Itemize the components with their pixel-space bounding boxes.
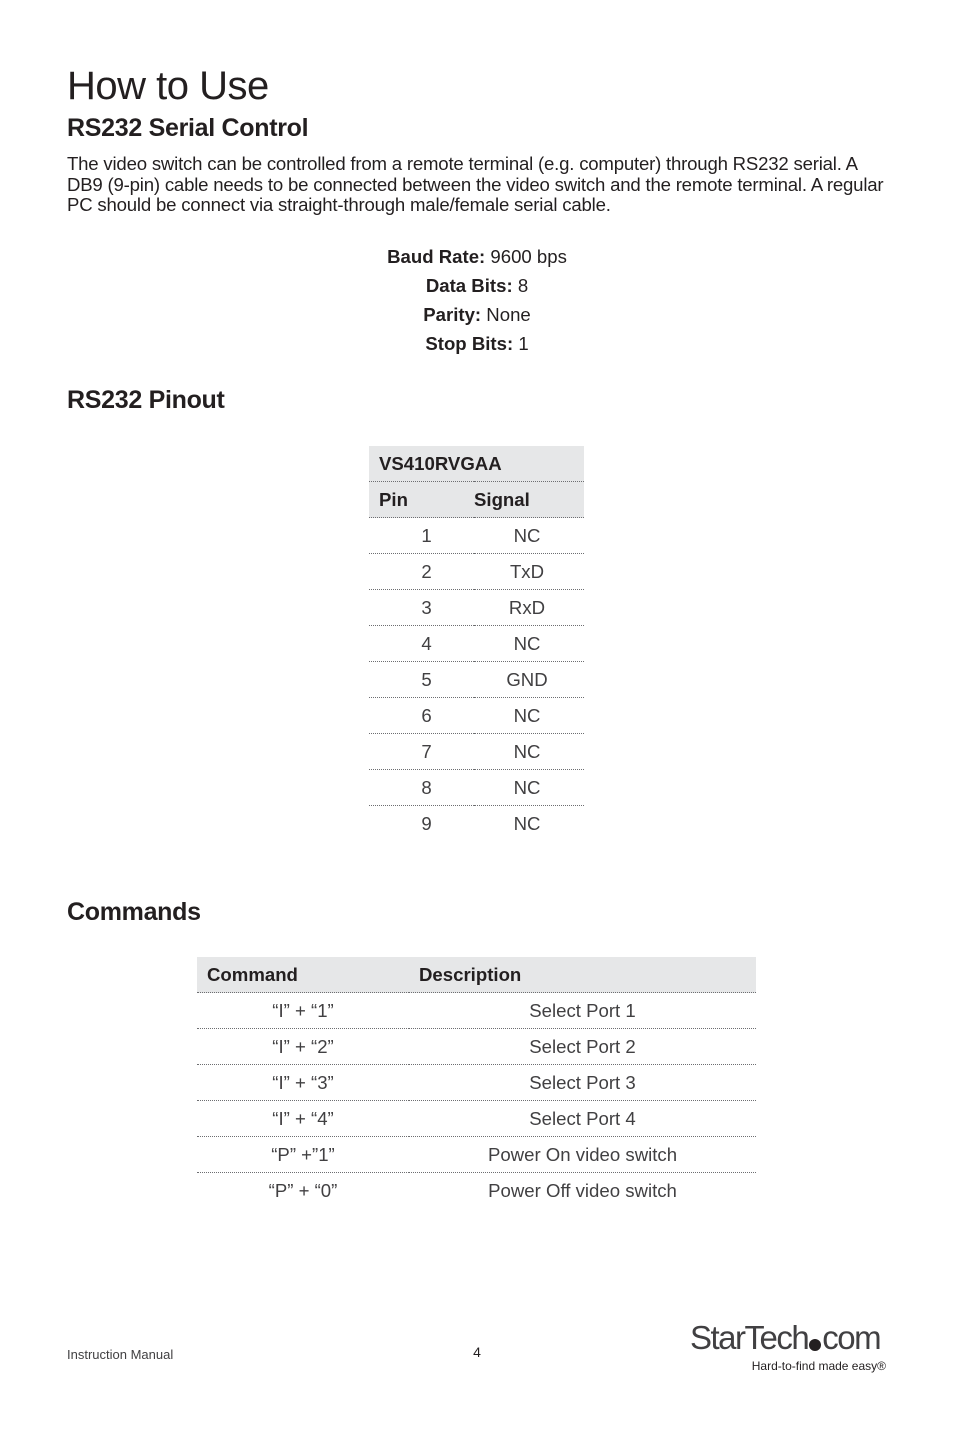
pin-cell: 5 — [369, 662, 474, 698]
serial-control-paragraph: The video switch can be controlled from a remote terminal (e.g. computer) through RS232 serial. A DB9 (9-pin) cable needs to be connected between the video switch and the remote terminal. A regular PC should be connect via straight-through male/female serial cable. — [67, 153, 884, 215]
pinout-column-headers — [369, 482, 584, 518]
command-cell: “I” + “2” — [197, 1029, 409, 1065]
logo-brand-right: com — [822, 1319, 881, 1356]
pinout-heading: RS232 Pinout — [67, 386, 225, 414]
setting-value: 9600 bps — [490, 246, 567, 267]
signal-cell: NC — [474, 626, 584, 662]
logo-tagline: Hard-to-find made easy® — [751, 1359, 886, 1373]
page-number: 4 — [473, 1344, 481, 1360]
table-row — [197, 1065, 756, 1101]
table-row — [369, 626, 584, 662]
pin-cell: 6 — [369, 698, 474, 734]
table-row — [369, 590, 584, 626]
pin-cell: 1 — [369, 518, 474, 554]
commands-table — [197, 957, 756, 1208]
pinout-model: VS410RVGAA — [369, 446, 584, 482]
pin-cell: 8 — [369, 770, 474, 806]
table-row — [369, 518, 584, 554]
signal-cell: NC — [474, 698, 584, 734]
setting-label: Stop Bits: — [425, 333, 514, 354]
signal-cell: NC — [474, 734, 584, 770]
command-cell: “P” +”1” — [197, 1137, 409, 1173]
description-cell: Select Port 2 — [409, 1029, 756, 1065]
command-cell: “I” + “3” — [197, 1065, 409, 1101]
logo-brand-left: StarTech — [690, 1319, 809, 1356]
table-row — [369, 734, 584, 770]
commands-heading: Commands — [67, 898, 201, 926]
command-cell: “P” + “0” — [268, 1179, 338, 1201]
page-title: How to Use — [67, 64, 269, 108]
commands-col-command: Command — [197, 957, 409, 993]
pin-cell: 7 — [369, 734, 474, 770]
description-cell: Power On video switch — [409, 1137, 756, 1173]
table-row — [197, 1101, 756, 1137]
pin-cell: 4 — [369, 626, 474, 662]
description-cell: Power Off video switch — [488, 1179, 677, 1201]
command-cell: “I” + “4” — [197, 1101, 409, 1137]
table-row — [369, 698, 584, 734]
pinout-table — [369, 446, 584, 841]
signal-cell: RxD — [474, 590, 584, 626]
table-row — [369, 770, 584, 806]
setting-baud-rate — [0, 242, 954, 271]
signal-cell: TxD — [474, 554, 584, 590]
serial-settings — [0, 242, 954, 358]
pin-cell: 2 — [369, 554, 474, 590]
pin-cell: 3 — [369, 590, 474, 626]
logo-wordmark — [690, 1318, 880, 1358]
setting-label: Data Bits: — [425, 275, 513, 296]
table-row — [197, 1029, 756, 1065]
table-row — [369, 662, 584, 698]
setting-label: Parity: — [423, 304, 482, 325]
pinout-col-signal: Signal — [474, 482, 584, 518]
signal-cell: GND — [474, 662, 584, 698]
pinout-model-row — [369, 446, 584, 482]
table-row — [369, 806, 584, 842]
table-row — [197, 1137, 756, 1173]
description-cell: Select Port 3 — [409, 1065, 756, 1101]
pin-cell: 9 — [421, 812, 432, 834]
table-row — [197, 993, 756, 1029]
commands-column-headers — [197, 957, 756, 993]
pinout-col-pin: Pin — [369, 482, 474, 518]
setting-value: 8 — [517, 275, 529, 296]
signal-cell: NC — [513, 812, 541, 834]
startech-logo — [690, 1318, 890, 1380]
setting-value: None — [486, 304, 531, 325]
setting-parity — [0, 300, 954, 329]
setting-data-bits — [0, 271, 954, 300]
setting-stop-bits — [0, 329, 954, 358]
serial-control-heading: RS232 Serial Control — [67, 114, 309, 142]
signal-cell: NC — [474, 770, 584, 806]
signal-cell: NC — [474, 518, 584, 554]
setting-label: Baud Rate: — [387, 246, 486, 267]
command-cell: “I” + “1” — [197, 993, 409, 1029]
description-cell: Select Port 1 — [409, 993, 756, 1029]
commands-col-description: Description — [409, 957, 756, 993]
logo-dot-icon — [809, 1339, 821, 1351]
description-cell: Select Port 4 — [409, 1101, 756, 1137]
table-row — [369, 554, 584, 590]
setting-value: 1 — [518, 333, 529, 354]
table-row — [197, 1173, 756, 1209]
footer-label: Instruction Manual — [67, 1347, 174, 1362]
